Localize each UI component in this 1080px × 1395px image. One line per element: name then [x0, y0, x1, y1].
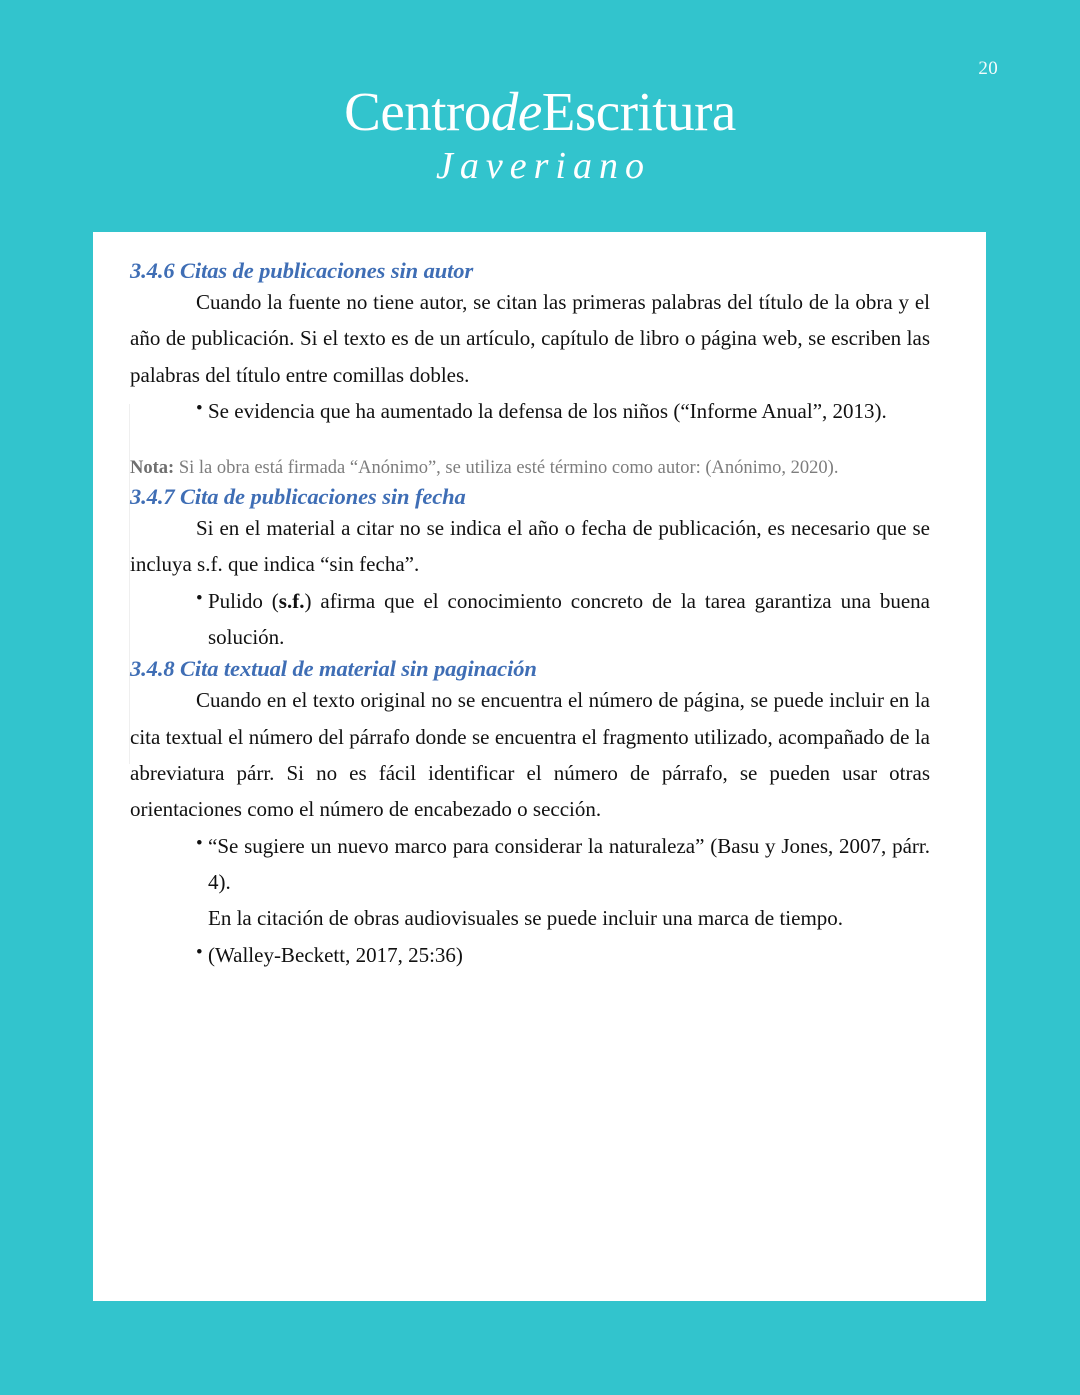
list-item: • “Se sugiere un nuevo marco para considerar la naturaleza” (Basu y Jones, 2007, párr. 4).	[130, 828, 930, 901]
bullet-text-prefix: Pulido (	[208, 588, 279, 613]
logo-primary-line	[0, 81, 1080, 142]
logo-word-escritura: Escritura	[541, 81, 736, 142]
document-body	[130, 257, 930, 973]
bullet-list-3-4-8-first	[130, 828, 930, 901]
logo-word-centro: Centro	[344, 81, 491, 142]
heading-3-4-7: 3.4.7 Cita de publicaciones sin fecha	[130, 484, 466, 510]
bullet-text-emphasis: s.f.	[278, 588, 305, 613]
page-header-band	[0, 0, 1080, 232]
paragraph-3-4-8-audiovisual: En la citación de obras audiovisuales se puede incluir una marca de tiempo.	[208, 906, 844, 931]
document-content-card	[93, 232, 986, 1301]
list-item: • (Walley-Beckett, 2017, 25:36)	[130, 937, 930, 973]
note-label: Nota:	[130, 458, 175, 479]
note-text: Si la obra está firmada “Anónimo”, se utiliza esté término como autor: (Anónimo, 2020).	[174, 458, 839, 479]
paragraph-3-4-6: Cuando la fuente no tiene autor, se citan las primeras palabras del título de la obra y el año de publicación. Si el texto es de un artículo, capítulo de libro o página web, se escriben las palabras del título entre comillas dobles.	[130, 290, 930, 387]
logo-secondary-line: Javeriano	[436, 145, 651, 187]
heading-3-4-6: 3.4.6 Citas de publicaciones sin autor	[130, 258, 474, 283]
heading-3-4-8: 3.4.8 Cita textual de material sin paginación	[130, 656, 537, 682]
note-3-4-6	[130, 455, 930, 483]
bullet-list-3-4-8-second	[130, 937, 930, 973]
centro-escritura-javeriano-logo	[0, 81, 1080, 187]
bullet-text-suffix: ) afirma que el conocimiento concreto de la tarea garantiza una buena solución.	[208, 588, 930, 650]
paragraph-3-4-8: Cuando en el texto original no se encuentra el número de página, se puede incluir en la cita textual el número del párrafo donde se encuentra el fragmento utilizado, acompañado de la abreviatura párr. Si no es fácil identificar el número de párrafo, se pueden usar otras orientaciones como el número de encabezado o sección.	[130, 688, 930, 822]
bullet-list-3-4-7	[130, 583, 930, 656]
bullet-list-3-4-6	[130, 393, 930, 429]
list-item: • Se evidencia que ha aumentado la defensa de los niños (“Informe Anual”, 2013).	[130, 393, 930, 429]
logo-word-de: de	[490, 81, 542, 142]
paragraph-3-4-7: Si en el material a citar no se indica el año o fecha de publicación, es necesario que se incluya s.f. que indica “sin fecha”.	[130, 516, 930, 577]
page-number: 20	[978, 58, 998, 79]
list-item	[130, 583, 930, 656]
